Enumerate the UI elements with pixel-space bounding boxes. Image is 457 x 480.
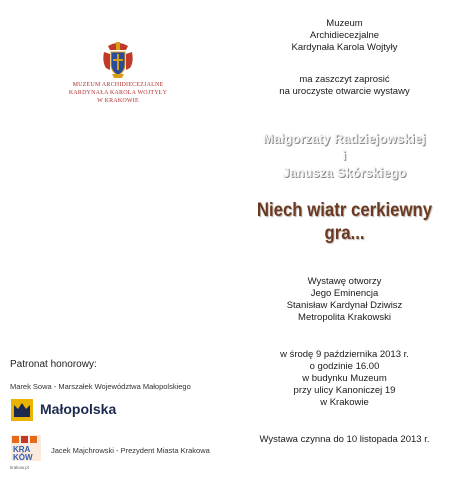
invitation-line: na uroczyste otwarcie wystawy: [279, 86, 410, 97]
patron-marshal: Marek Sowa - Marszałek Województwa Małopolskiego: [10, 382, 191, 391]
patronage-title: Patronat honorowy:: [10, 359, 97, 370]
logo-line: W KRAKOWIE: [97, 98, 139, 104]
krakow-logo: [9, 433, 45, 471]
malopolska-logo-text: Małopolska: [40, 401, 117, 417]
artist-names: [232, 128, 457, 184]
detail-line: w budynku Muzeum: [302, 373, 387, 384]
artist-conjunction: i: [342, 149, 347, 163]
invitation-line: ma zaszczyt zaprosić: [299, 74, 390, 85]
logo-line: KARDYNAŁA KAROLA WOJTYŁY: [68, 90, 168, 96]
exhibition-title: Niech wiatr cerkiewny gra...: [256, 199, 433, 244]
museum-logo-text: [50, 81, 186, 105]
papal-coat-of-arms-icon: [100, 40, 136, 80]
museum-line: Archidiecezjalne: [309, 30, 380, 41]
event-details: [232, 349, 457, 409]
patron-mayor: Jacek Majchrowski - Prezydent Miasta Krakowa: [51, 446, 210, 455]
opening-line: Stanisław Kardynał Dziwisz: [286, 300, 403, 311]
museum-name: [232, 18, 457, 54]
detail-line: w środę 9 października 2013 r.: [280, 349, 409, 360]
opening-line: Metropolita Krakowski: [298, 312, 391, 323]
detail-line: przy ulicy Kanoniczej 19: [293, 385, 396, 396]
svg-text:KRA: KRA: [13, 445, 31, 454]
opening-line: Jego Eminencja: [310, 288, 379, 299]
logo-line: MUZEUM ARCHIDIECEZJALNE: [72, 82, 164, 88]
museum-line: Muzeum: [326, 18, 363, 29]
svg-text:KÓW: KÓW: [13, 453, 33, 462]
artist-name: Janusza Skórskiego: [282, 166, 407, 180]
exhibition-duration: Wystawa czynna do 10 listopada 2013 r.: [259, 434, 430, 445]
museum-line: Kardynała Karola Wojtyły: [291, 42, 398, 53]
detail-line: o godzinie 16.00: [309, 361, 380, 372]
invitation-text: [232, 74, 457, 98]
artist-name: Małgorzaty Radziejowskiej: [263, 132, 426, 146]
opening-line: Wystawę otworzy: [307, 276, 382, 287]
svg-text:krakow.pl: krakow.pl: [10, 465, 29, 470]
detail-line: w Krakowie: [320, 397, 369, 408]
opening-info: [232, 276, 457, 324]
